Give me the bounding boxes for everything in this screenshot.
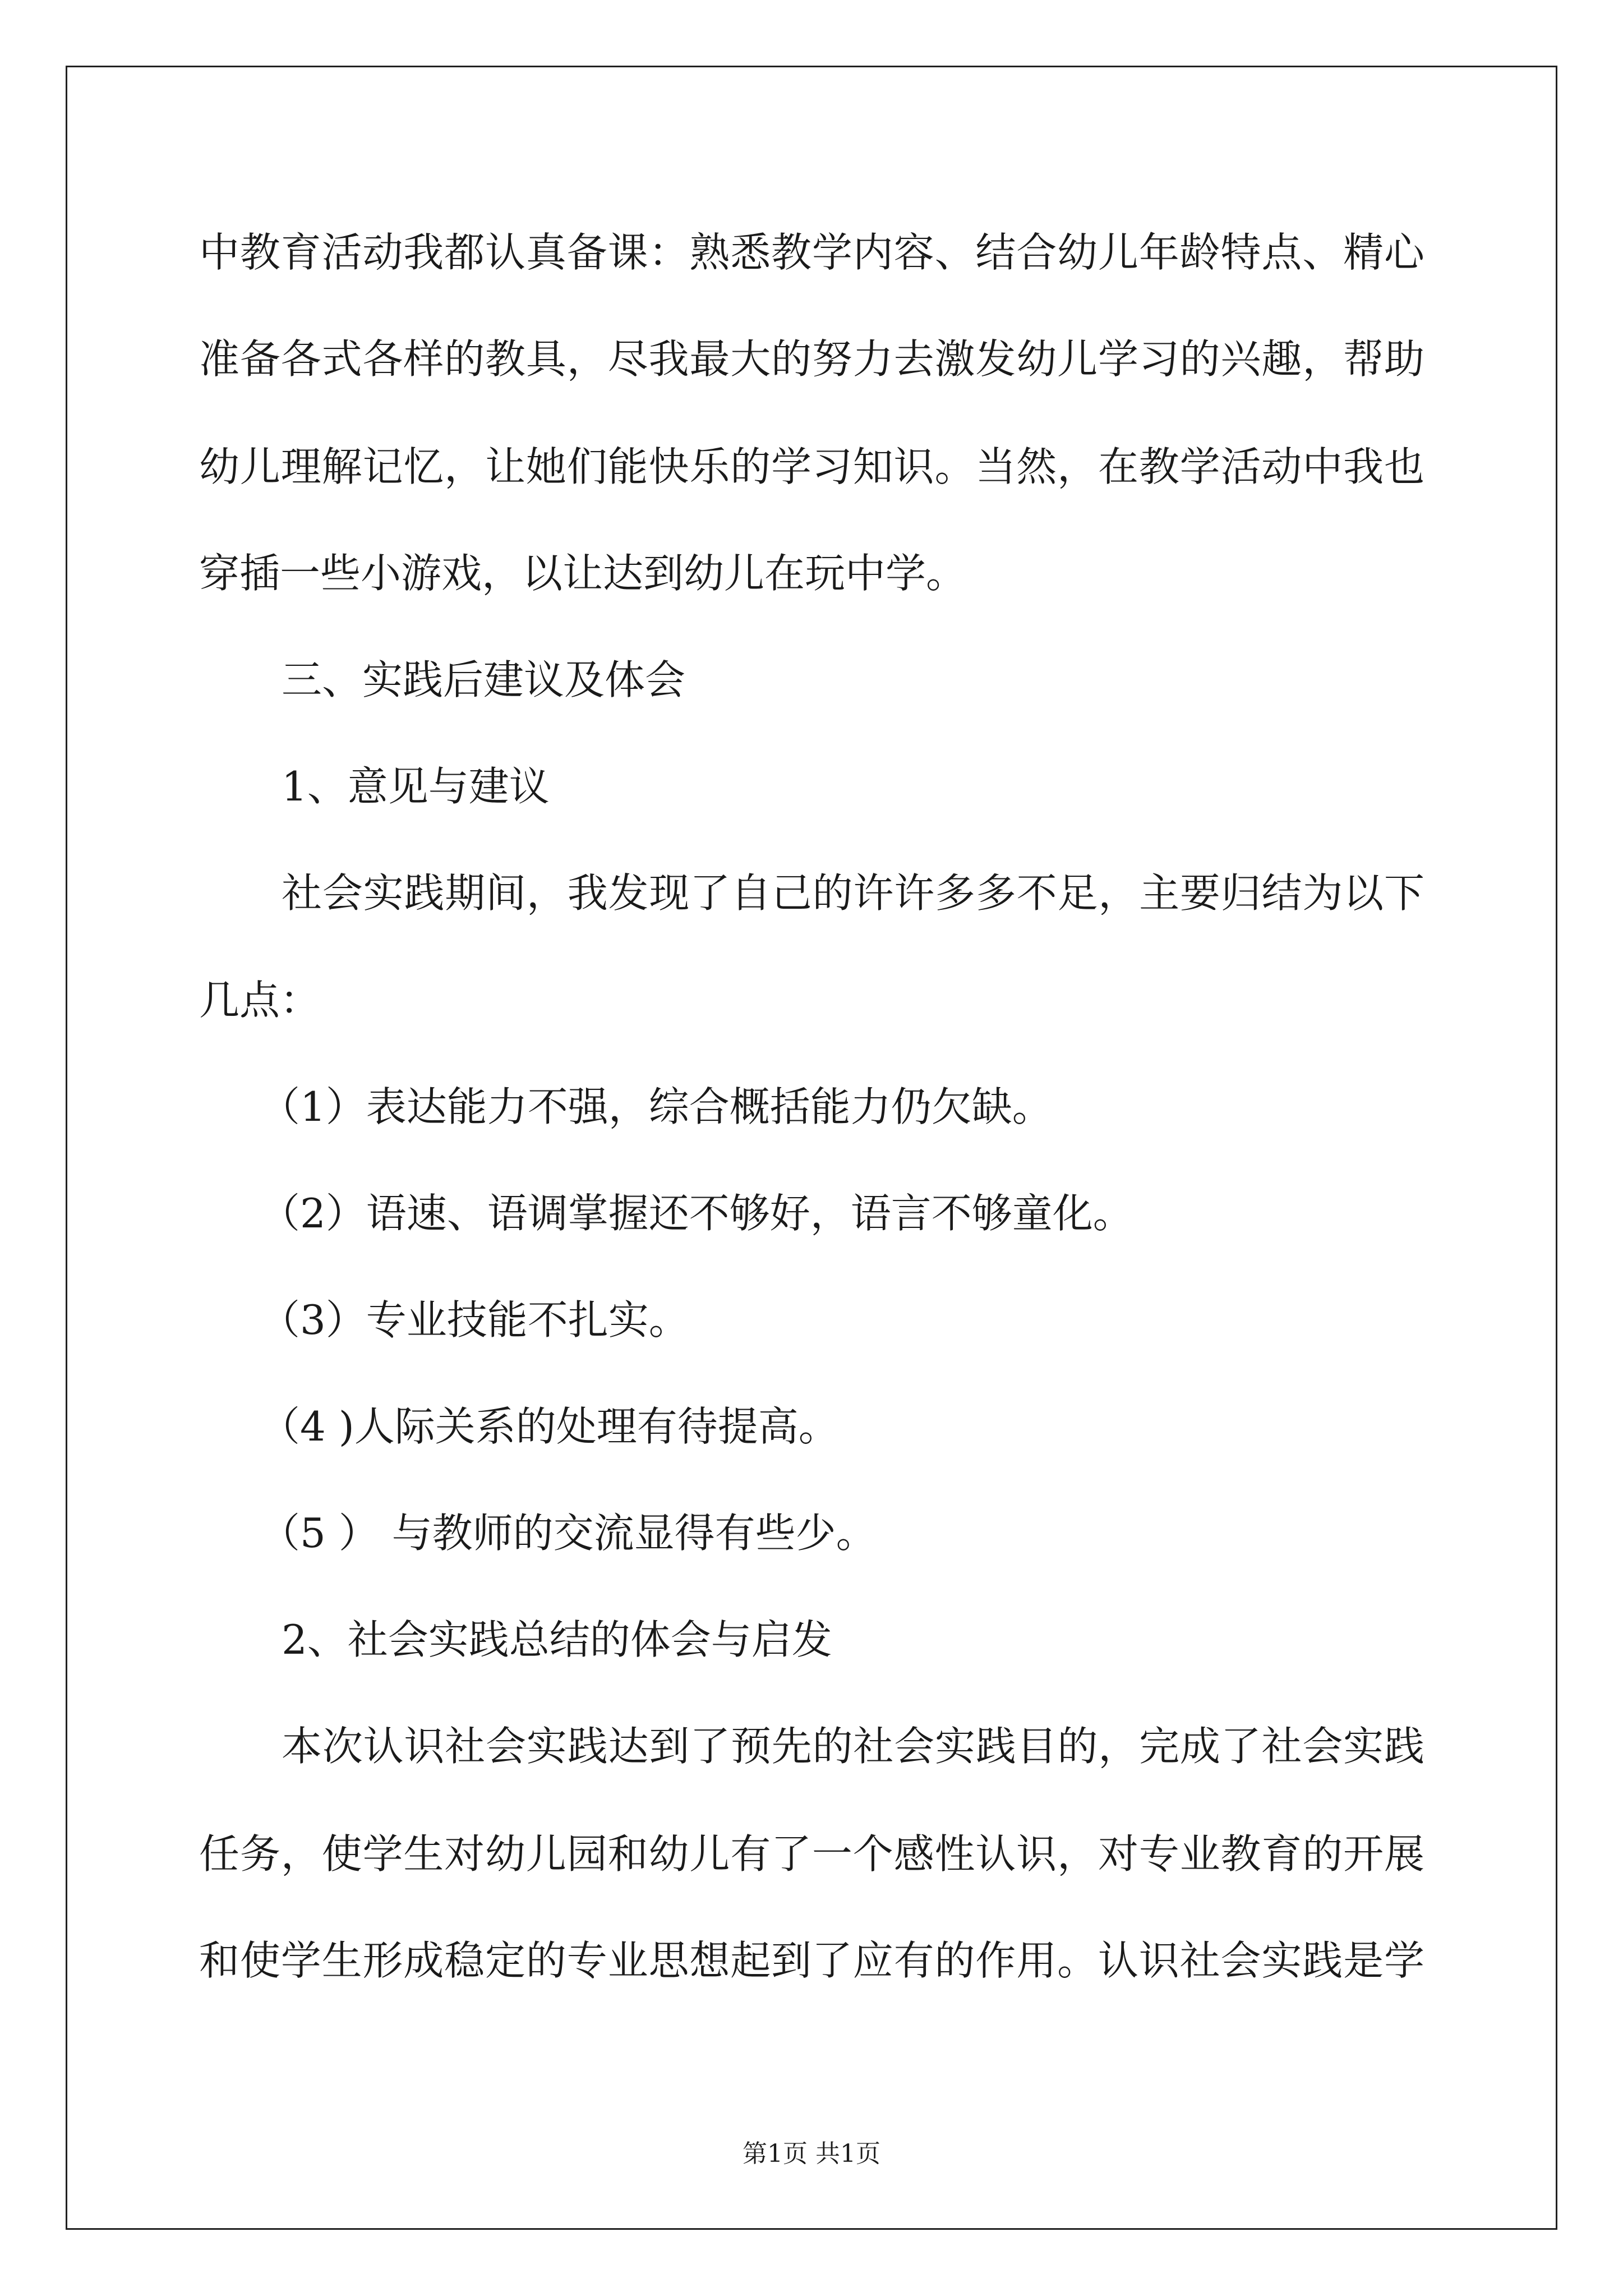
paragraph-line: 准备各式各样的教具，尽我最大的努力去激发幼儿学习的兴趣，帮助 (199, 335, 1424, 383)
paragraph-line: 穿插一些小游戏，以让达到幼儿在玩中学。 (199, 550, 967, 597)
subsection-heading: 1、意见与建议 (282, 763, 550, 810)
list-item: （4 )人际关系的处理有待提高。 (260, 1403, 839, 1450)
paragraph-line: 任务，使学生对幼儿园和幼儿有了一个感性认识，对专业教育的开展 (199, 1830, 1424, 1878)
section-heading: 三、实践后建议及体会 (282, 656, 686, 703)
list-item: （2）语速、语调掌握还不够好，语言不够童化。 (260, 1190, 1133, 1237)
paragraph-line: 社会实践期间，我发现了自己的许许多多不足，主要归结为以下 (282, 869, 1424, 917)
list-item: （3）专业技能不扎实。 (260, 1296, 689, 1343)
paragraph-line: 中教育活动我都认真备课：熟悉教学内容、结合幼儿年龄特点、精心 (199, 229, 1424, 276)
list-item: （1）表达能力不强，综合概括能力仍欠缺。 (260, 1083, 1053, 1130)
page-footer: 第1页 共1页 (743, 2139, 880, 2168)
paragraph-line: 和使学生形成稳定的专业思想起到了应有的作用。认识社会实践是学 (199, 1937, 1424, 1984)
paragraph-line: 幼儿理解记忆，让她们能快乐的学习知识。当然，在教学活动中我也 (199, 443, 1424, 490)
paragraph-line: 几点： (199, 977, 321, 1024)
page-border (66, 66, 1557, 2230)
list-item: （5 ） 与教师的交流显得有些少。 (260, 1510, 877, 1557)
paragraph-line: 本次认识社会实践达到了预先的社会实践目的，完成了社会实践 (282, 1723, 1424, 1770)
subsection-heading: 2、社会实践总结的体会与启发 (282, 1616, 832, 1663)
